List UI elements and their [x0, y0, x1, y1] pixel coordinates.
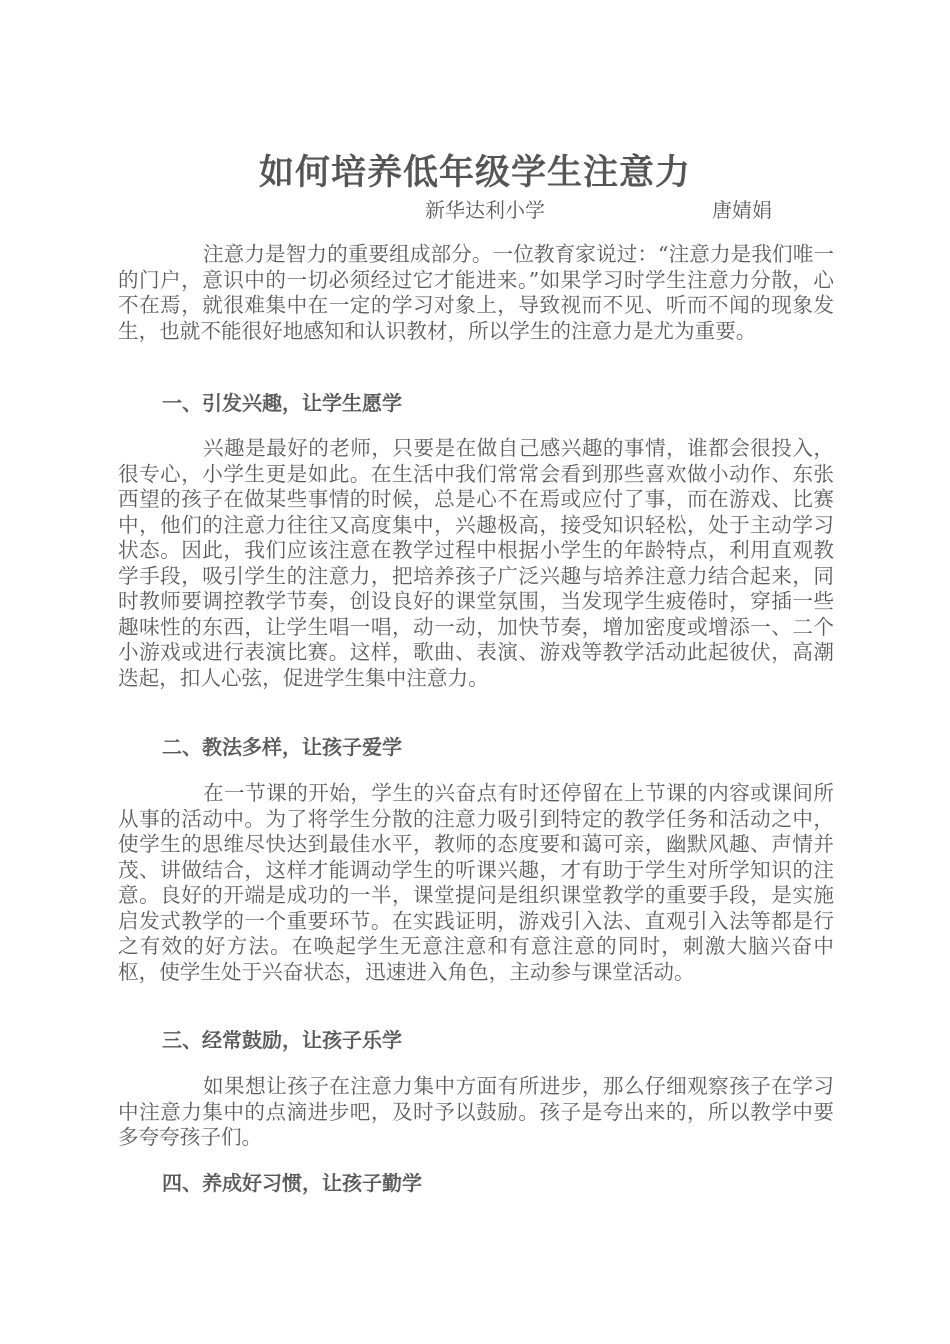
school-name: 新华达利小学 [425, 198, 545, 222]
section-heading: 四、养成好习惯，让孩子勤学 [162, 1171, 422, 1195]
section-paragraph: 兴趣是最好的老师，只要是在做自己感兴趣的事情，谁都会很投入，很专心，小学生更是如此。在生活中我们常常会看到那些喜欢做小动作、东张西望的孩子在做某些事情的时候，总是心不在焉或应付了事，而在游戏、比赛中，他们的注意力往往又高度集中，兴趣极高，接受知识轻松，处于主动学习状态。因此，我们应该注意在教学过程中根据小学生的年龄特点，利用直观教学手段，吸引学生的注意力，把培养孩子广泛兴趣与培养注意力结合起来，同时教师要调控教学节奏，创设良好的课堂氛围，当发现学生疲倦时，穿插一些趣味性的东西，让学生唱一唱，动一动，加快节奏，增加密度或增添一、二个小游戏或进行表演比赛。这样，歌曲、表演、游戏等教学活动此起彼伏，高潮迭起，扣人心弦，促进学生集中注意力。 [118, 436, 834, 690]
section-heading: 三、经常鼓励，让孩子乐学 [162, 1028, 402, 1052]
section-paragraph: 在一节课的开始，学生的兴奋点有时还停留在上节课的内容或课间所从事的活动中。为了将学生分散的注意力吸引到特定的教学任务和活动之中，使学生的思维尽快达到最佳水平，教师的态度要和蔼可亲，幽默风趣、声情并茂、讲做结合，这样才能调动学生的听课兴趣，才有助于学生对所学知识的注意。良好的开端是成功的一半，课堂提问是组织课堂教学的重要手段，是实施启发式教学的一个重要环节。在实践证明，游戏引入法、直观引入法等都是行之有效的好方法。在唤起学生无意注意和有意注意的同时，刺激大脑兴奋中枢，使学生处于兴奋状态，迅速进入角色，主动参与课堂活动。 [118, 781, 834, 984]
section-heading: 一、引发兴趣，让学生愿学 [162, 391, 402, 415]
section-paragraph: 如果想让孩子在注意力集中方面有所进步，那么仔细观察孩子在学习中注意力集中的点滴进步吧，及时予以鼓励。孩子是夸出来的，所以教学中要多夸夸孩子们。 [118, 1074, 834, 1149]
byline [0, 194, 950, 226]
section-heading: 二、教法多样，让孩子爱学 [162, 735, 402, 759]
intro-paragraph: 注意力是智力的重要组成部分。一位教育家说过：“注意力是我们唯一的门户，意识中的一切必须经过它才能进来。”如果学习时学生注意力分散，心不在焉，就很难集中在一定的学习对象上，导致视而不见、听而不闻的现象发生，也就不能很好地感知和认识教材，所以学生的注意力是尤为重要。 [118, 242, 834, 343]
document-title: 如何培养低年级学生注意力 [258, 152, 691, 194]
author-name: 唐婧娟 [712, 198, 772, 222]
